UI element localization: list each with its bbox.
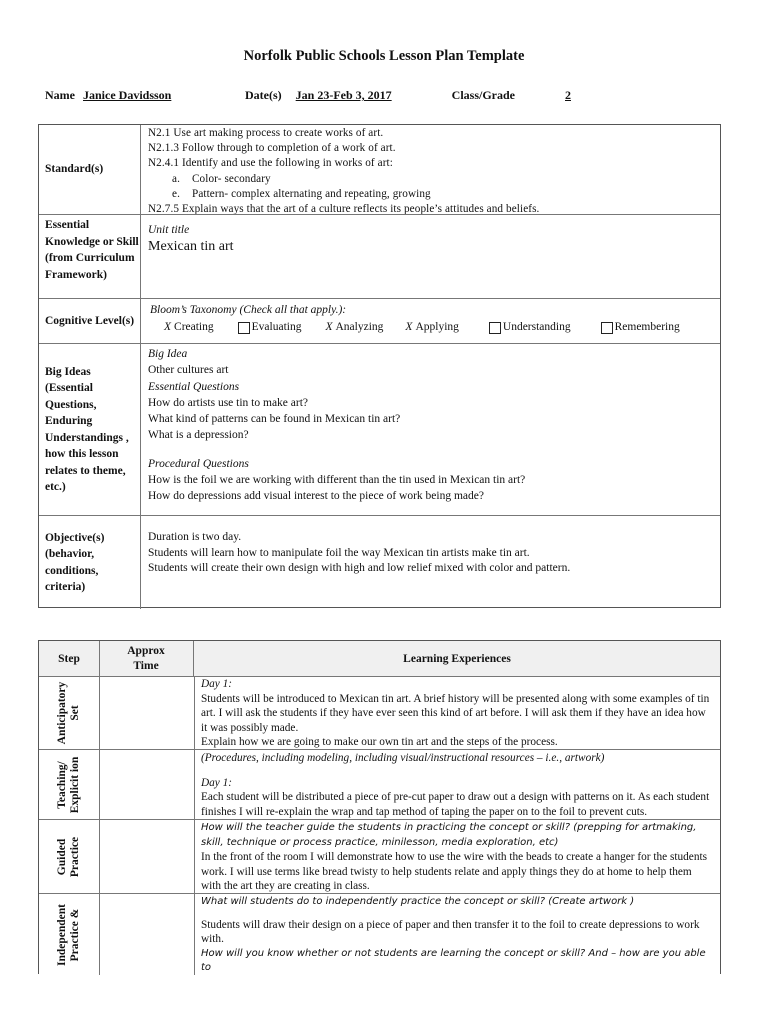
le-header: Learning Experiences [403,652,511,665]
checkbox-icon[interactable] [489,322,501,334]
teaching-text: Each student will be distributed a piece of pre-cut paper to draw out a design with patterns on it. As each student finishes I will re-explain the wrap and tap method of taping the paper on to the foil to prevent cuts. [201,791,710,818]
cognitive-content [142,299,720,343]
objectives-label: Objective(s) (behavior, conditions, criteria) [39,516,141,609]
big-idea: Other cultures art [148,364,229,377]
teaching-row [39,749,720,819]
objective-line: Students will create their own design with high and low relief mixed with color and pattern. [148,562,571,574]
standard-sub-a: a. Color- secondary [172,172,271,185]
standards-label: Standard(s) [39,125,141,214]
pq-item: How do depressions add visual interest to the piece of work being made? [148,490,484,503]
class-value: 2 [565,88,571,102]
guided-prompt: How will the teacher guide the students in practicing the concept or skill? (prepping for artmaking, skill, technique or process practice, minilesson, media exploration, etc) [201,822,697,848]
class-label: Class/Grade [451,88,515,102]
checkbox-icon[interactable] [601,322,613,334]
guided-step-cell [39,820,100,893]
unit-title-label: Unit title [148,224,190,236]
anticipatory-row [39,676,720,749]
procedures-prompt: (Procedures, including modeling, including visual/instructional resources – i.e., artwork) [201,752,605,764]
anticipatory-text-cut: Explain how we are going to make our own tin art and the steps of the process. [201,736,558,749]
independent-content [195,894,720,975]
independent-time [99,894,195,975]
standard-line: N2.1.3 Follow through to completion of a work of art. [148,142,396,155]
bloom-options [148,320,714,335]
bloom-analyzing[interactable]: X Analyzing [325,321,384,333]
step-header: Step [39,641,100,676]
lesson-info-table [38,124,721,608]
big-ideas-row [39,343,720,515]
big-ideas-label: Big Ideas (Essential Questions, Enduring Understandings , how this lesson relates to theme, etc.) [39,344,141,515]
standard-line: N2.1 Use art making process to create works of art. [148,127,384,139]
standards-content [142,125,720,214]
unit-title: Mexican tin art [148,239,234,254]
essential-content [142,215,720,298]
header-line [45,88,655,103]
independent-step: Independent Practice & [56,903,81,966]
date-label: Date(s) [245,88,282,102]
table2-header [39,641,720,677]
objectives-content [142,516,720,609]
teaching-time [99,750,195,819]
anticipatory-content [195,676,720,749]
time-header-text: Approx Time [127,644,165,672]
independent-step-cell [39,894,100,975]
eq-item: How do artists use tin to make art? [148,396,309,409]
essential-row [39,214,720,298]
objectives-row [39,515,720,609]
big-ideas-content [142,344,720,515]
anticipatory-text: Students will be introduced to Mexican tin art. A brief history will be presented along with some examples of tin art. I will ask the students if they have ever seen this kind of art before. I will ask them if they have an idea how it was possibly made. [201,692,710,734]
standard-line: N2.7.5 Explain ways that the art of a culture reflects its people’s attitudes and beliefs. [148,203,540,214]
anticipatory-step-cell [39,676,100,749]
page-title: Norfolk Public Schools Lesson Plan Template [243,48,525,64]
eq-item: What is a depression? [148,429,249,442]
objective-line: Students will learn how to manipulate foil the way Mexican tin artists make tin art. [148,546,530,559]
guided-time [99,820,195,893]
eq-item: What kind of patterns can be found in Mexican tin art? [148,413,401,426]
checkbox-icon[interactable] [238,322,250,334]
day-label: Day 1: [201,776,233,789]
anticipatory-time [99,676,195,749]
name-label: Name [45,88,75,102]
independent-text: Students will draw their design on a piece of paper and then transfer it to the foil to create depressions to work with. [201,918,700,946]
learning-experiences-table [38,640,721,974]
standard-line: N2.4.1 Identify and use the following in works of art: [148,157,393,170]
bloom-evaluating[interactable]: Evaluating [226,320,302,335]
pq-item: How is the foil we are working with different than the tin used in Mexican tin art? [148,474,526,487]
teaching-content [195,750,720,819]
guided-step: Guided Practice [56,836,81,877]
cognitive-label: Cognitive Level(s) [39,299,141,343]
bloom-remembering[interactable]: Remembering [589,320,680,335]
guided-content [195,820,720,893]
independent-prompt-2: How will you know whether or not students are learning the concept or skill? And – how are you able to [201,947,706,974]
bloom-heading: Bloom’s Taxonomy (Check all that apply.): [150,304,347,316]
pq-label: Procedural Questions [148,457,249,470]
standards-row [39,125,720,214]
date-value: Jan 23-Feb 3, 2017 [295,88,392,102]
time-header [99,641,194,676]
standard-sub-e: e. Pattern- complex alternating and repeating, growing [172,187,431,200]
independent-prompt: What will students do to independently practice the concept or skill? (Create artwork ) [201,896,635,907]
day-label: Day 1: [201,678,233,690]
teaching-step: Teaching/ Explicit ion [56,756,81,813]
guided-row [39,819,720,893]
teaching-step-cell [39,750,100,819]
bloom-creating[interactable]: X Creating [164,321,214,333]
essential-label: Essential Knowledge or Skill (from Curriculum Framework) [39,215,141,298]
independent-row [39,893,720,975]
big-idea-label: Big Idea [148,348,188,360]
name-value: Janice Davidsson [83,88,172,102]
eq-label: Essential Questions [148,380,240,393]
anticipatory-step: Anticipatory Set [56,681,81,744]
objective-line: Duration is two day. [148,531,242,543]
bloom-understanding[interactable]: Understanding [477,320,571,335]
cognitive-row [39,298,720,343]
guided-text: In the front of the room I will demonstrate how to use the wire with the beads to create a hanger for the students work. I will use terms like bread twisty to help students relate and apply things they do at home to help them with the art they are creating in class. [201,851,708,893]
bloom-applying[interactable]: X Applying [405,321,459,333]
